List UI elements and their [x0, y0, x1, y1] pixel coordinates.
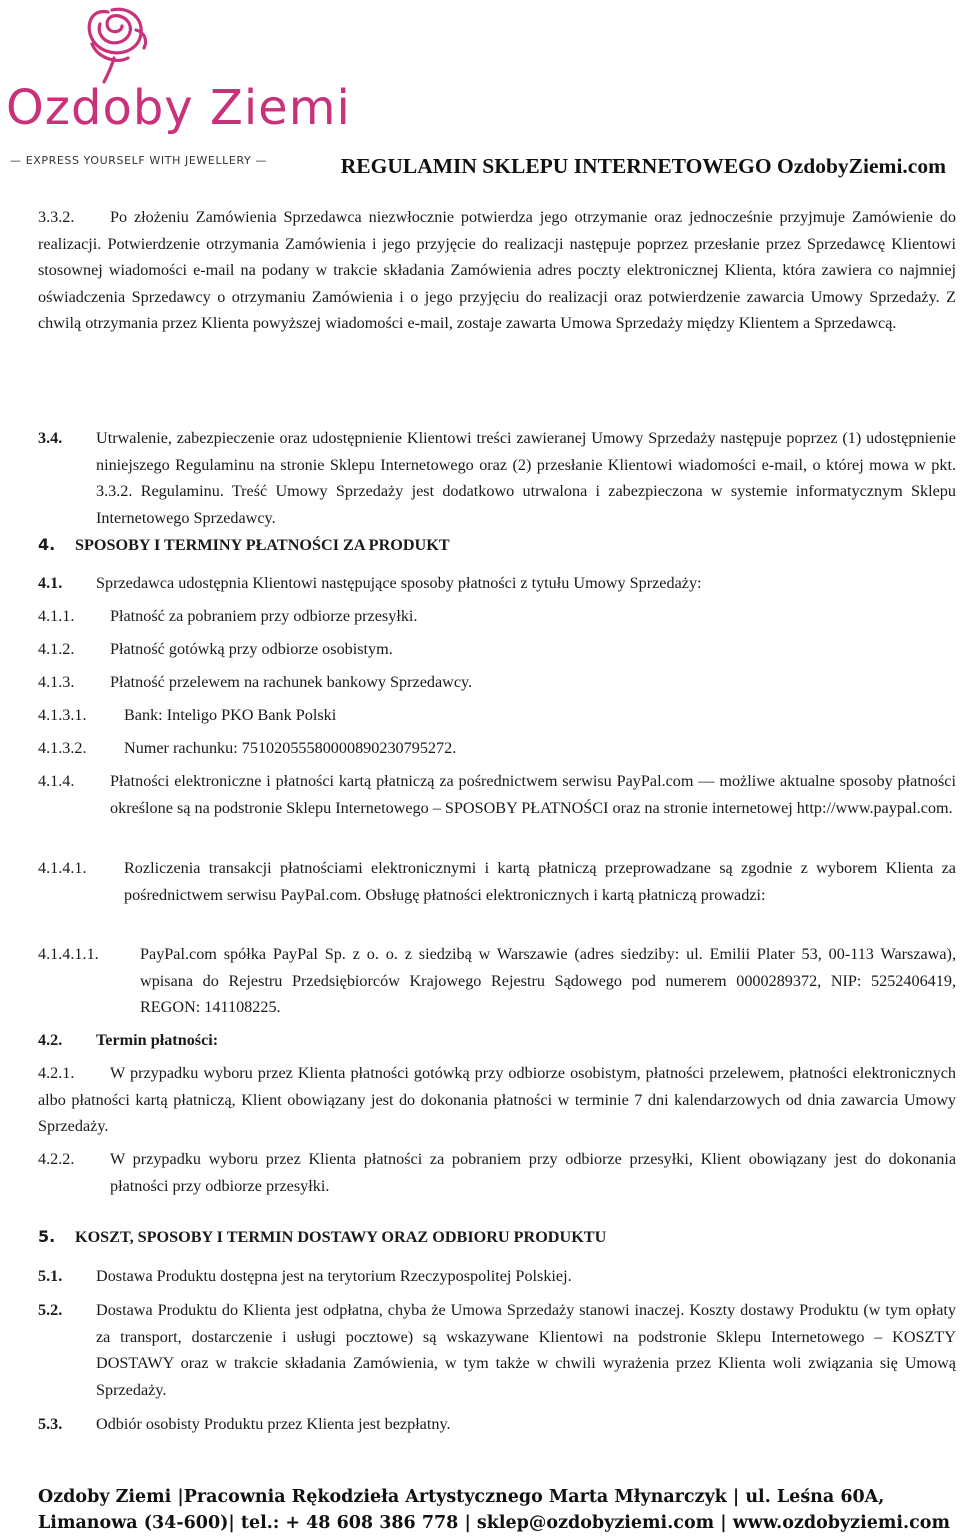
clause-number: 4.1.1. [38, 607, 75, 625]
clause-number: 4.2.1. [38, 1064, 75, 1082]
clause-text: Dostawa Produktu do Klienta jest odpłatna, chyba że Umowa Sprzedaży stanowi inaczej. Koszty dostawy Produktu (w tym opłaty za transport, dostarczenie i usługi pocztowe) są wskazywane Klientowi na podstronie Sklepu Internetowego – KOSZTY DOSTAWY oraz w trakcie składania Zamówienia, w tym także w chwili wyrażenia przez Klienta woli związania się Umową Sprzedaży. [96, 1301, 956, 1399]
page-header [0, 0, 960, 190]
section-title: KOSZT, SPOSOBY I TERMIN DOSTAWY ORAZ ODBIORU PRODUKTU [75, 1228, 607, 1246]
clause-text: Płatność gotówką przy odbiorze osobistym. [110, 640, 393, 658]
clause-text: W przypadku wyboru przez Klienta płatności gotówką przy odbiorze osobistym, płatności przelewem, płatności elektronicznych albo płatności kartą płatniczą, Klient obowiązany jest do dokonania płatności w terminie 7 dni kalendarzowych od dnia zawarcia Umowy Sprzedaży. [38, 1064, 956, 1136]
clause-number: 4.1.3. [38, 673, 75, 691]
clause-number: 4.1. [38, 574, 63, 592]
clause-text: W przypadku wyboru przez Klienta płatności za pobraniem przy odbiorze przesyłki, Klient obowiązany jest do dokonania płatności przy odbiorze przesyłki. [110, 1150, 956, 1195]
clause-text: Bank: Inteligo PKO Bank Polski [124, 706, 337, 724]
clause-text: Sprzedawca udostępnia Klientowi następujące sposoby płatności z tytułu Umowy Sprzedaży: [96, 574, 702, 592]
clause-number: 4.1.4.1.1. [38, 945, 99, 963]
clause-number: 5.2. [38, 1301, 63, 1319]
clause-number: 4.2. [38, 1031, 63, 1049]
logo-wordmark: Ozdoby Ziemi [6, 80, 351, 136]
clause-text: PayPal.com spółka PayPal Sp. z o. o. z siedzibą w Warszawie (adres siedziby: ul. Emilii Plater 53, 00-113 Warszawa), wpisana do Rejestru Przedsiębiorców Krajowego Rejestru Sądowego pod numerem 0000289372, NIP: 5252406419, REGON: 141108225. [140, 945, 956, 1017]
clause-number: 4.2.2. [38, 1150, 75, 1168]
clause-text: Dostawa Produktu dostępna jest na terytorium Rzeczypospolitej Polskiej. [96, 1267, 572, 1285]
section-number: 4. [38, 535, 56, 554]
clause-text: Po złożeniu Zamówienia Sprzedawca niezwłocznie potwierdza jego otrzymanie oraz jednocześnie przyjmuje Zamówienie do realizacji. Potwierdzenie otrzymania Zamówienia i jego przyjęcie do realizacji następuje poprzez przesłanie przez Sprzedawcę Klientowi stosownej wiadomości e-mail na podany w trakcie składania Zamówienia adres poczty elektronicznej Klienta, która zawiera co najmniej oświadczenia Sprzedawcy o otrzymaniu Zamówienia i o jego przyjęciu do realizacji oraz potwierdzenie zawarcia Umowy Sprzedaży. Z chwilą otrzymania przez Klienta powyższej wiadomości e-mail, zostaje zawarta Umowa Sprzedaży między Klientem a Sprzedawcą. [38, 208, 956, 333]
clause-number: 5.1. [38, 1267, 63, 1285]
clause-number: 5.3. [38, 1415, 63, 1433]
clause-number: 3.4. [38, 429, 63, 447]
footer-line-contact: Limanowa (34-600)| tel.: + 48 608 386 778 | sklep@ozdobyziemi.com | www.ozdobyziemi.com [38, 1513, 950, 1533]
logo-tagline: — EXPRESS YOURSELF WITH JEWELLERY — [10, 154, 268, 167]
clause-text: Odbiór osobisty Produktu przez Klienta jest bezpłatny. [96, 1415, 451, 1433]
clause-text: Numer rachunku: 75102055580000890230795272. [124, 739, 457, 757]
clause-text: Płatność za pobraniem przy odbiorze przesyłki. [110, 607, 418, 625]
section-number: 5. [38, 1227, 56, 1246]
clause-number: 4.1.4. [38, 772, 75, 790]
clause-text: Płatność przelewem na rachunek bankowy Sprzedawcy. [110, 673, 473, 691]
clause-number: 4.1.3.2. [38, 739, 87, 757]
clause-number: 4.1.4.1. [38, 859, 87, 877]
clause-text: Termin płatności: [96, 1031, 219, 1049]
document-title: REGULAMIN SKLEPU INTERNETOWEGO OzdobyZiemi.com [340, 154, 946, 178]
rose-swirl-icon [4, 2, 164, 92]
clause-number: 4.1.3.1. [38, 706, 87, 724]
footer-line-company: Ozdoby Ziemi |Pracownia Rękodzieła Artystycznego Marta Młynarczyk | ul. Leśna 60A, [38, 1487, 885, 1507]
clause-number: 3.3.2. [38, 208, 75, 226]
clause-number: 4.1.2. [38, 640, 75, 658]
clause-text: Rozliczenia transakcji płatnościami elektronicznymi i kartą płatniczą przeprowadzane są zgodnie z wyborem Klienta za pośrednictwem serwisu PayPal.com. Obsługę płatności elektronicznych i kartą płatniczą prowadzi: [124, 859, 956, 904]
brand-logo [4, 2, 351, 170]
page-footer [38, 1484, 950, 1536]
clause-text: Utrwalenie, zabezpieczenie oraz udostępnienie Klientowi treści zawieranej Umowy Sprzedaży następuje poprzez (1) udostępnienie niniejszego Regulaminu na stronie Sklepu Internetowego oraz (2) przesłanie Klientowi wiadomości e-mail, o której mowa w pkt. 3.3.2. Regulaminu. Treść Umowy Sprzedaży jest dodatkowo utrwalona i zabezpieczona w systemie informatycznym Sklepu Internetowego Sprzedawcy. [96, 429, 956, 527]
clause-text: Płatności elektroniczne i płatności kartą płatniczą za pośrednictwem serwisu PayPal.com — możliwe aktualne sposoby płatności określone są na podstronie Sklepu Internetowego – SPOSOBY PŁATNOŚCI oraz na stronie internetowej http://www.paypal.com. [110, 772, 956, 817]
section-title: SPOSOBY I TERMINY PŁATNOŚCI ZA PRODUKT [75, 536, 450, 554]
